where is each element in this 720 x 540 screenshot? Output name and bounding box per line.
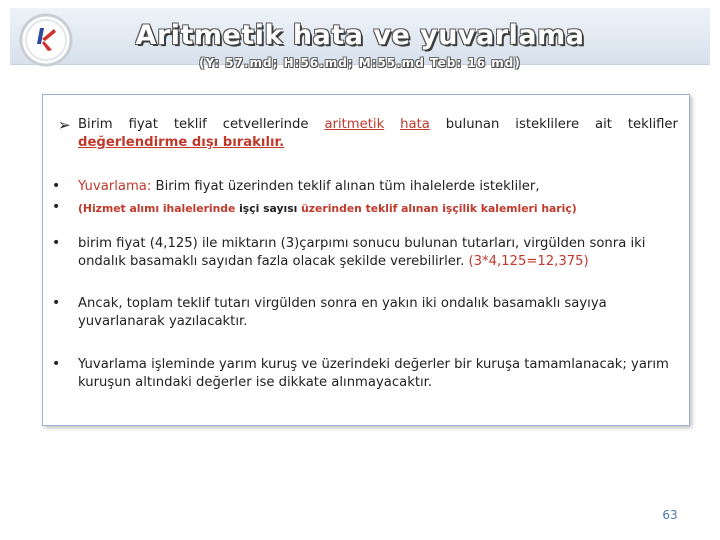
intro-highlight-hata: hata <box>400 117 430 132</box>
intro-text-before: Birim fiyat teklif cetvellerinde <box>78 117 325 132</box>
hizmet-note-part-b: işçi sayısı <box>239 202 298 215</box>
intro-paragraph <box>58 116 678 152</box>
bullet-yarim-kurus: Yuvarlama işleminde yarım kuruş ve üzerindeki değerler bir kuruşa tamamlanacak; yarım kuruşun altındaki değerler ise dikkate alınmayacaktır. <box>78 357 669 390</box>
birim-fiyat-text: birim fiyat (4,125) ile miktarın (3)çarpımı sonucu bulunan tutarları, virgülden sonra iki ondalık basamaklı sayıdan fazla olacak şekilde verebilirler. <box>78 236 646 269</box>
birim-fiyat-example: (3*4,125=12,375) <box>468 254 589 269</box>
page-number: 63 <box>662 508 678 522</box>
intro-line-1 <box>78 116 678 134</box>
slide-header <box>10 8 710 70</box>
bullet-birim-fiyat <box>78 235 684 271</box>
page-title: Aritmetik hata ve yuvarlama <box>135 20 585 51</box>
intro-line-2: değerlendirme dışı bırakılır. <box>78 135 285 150</box>
bullet-yuvarlama-label: Yuvarlama: <box>78 179 152 194</box>
bullet-dot-icon: • <box>52 295 61 311</box>
bullet-dot-icon: • <box>52 356 61 372</box>
bullet-hizmet-note <box>78 200 684 218</box>
bullet-dot-icon: • <box>52 199 61 215</box>
hizmet-note-part-c: üzerinden teklif alınan işçilik kalemleri hariç) <box>297 202 577 215</box>
bullet-yuvarlama-text: Birim fiyat üzerinden teklif alınan tüm ihalelerde istekliler, <box>151 179 540 194</box>
bullet-toplam-tutar: Ancak, toplam teklif tutarı virgülden sonra en yakın iki ondalık basamaklı sayıya yuvarlanarak yazılacaktır. <box>78 296 607 329</box>
bullet-dot-icon: • <box>52 235 61 251</box>
page-subtitle: (Y: 57.md; H:56.md; M:55.md Teb: 16 md) <box>199 56 521 70</box>
arrow-bullet-icon: ➢ <box>58 116 71 134</box>
hizmet-note-part-a: (Hizmet alımı ihalelerinde <box>78 202 240 215</box>
bullet-yuvarlama <box>78 178 684 196</box>
intro-text-after: bulunan isteklilere ait teklifler <box>429 117 678 132</box>
intro-highlight-aritmetik: aritmetik <box>324 117 385 132</box>
bullet-dot-icon: • <box>52 178 61 194</box>
